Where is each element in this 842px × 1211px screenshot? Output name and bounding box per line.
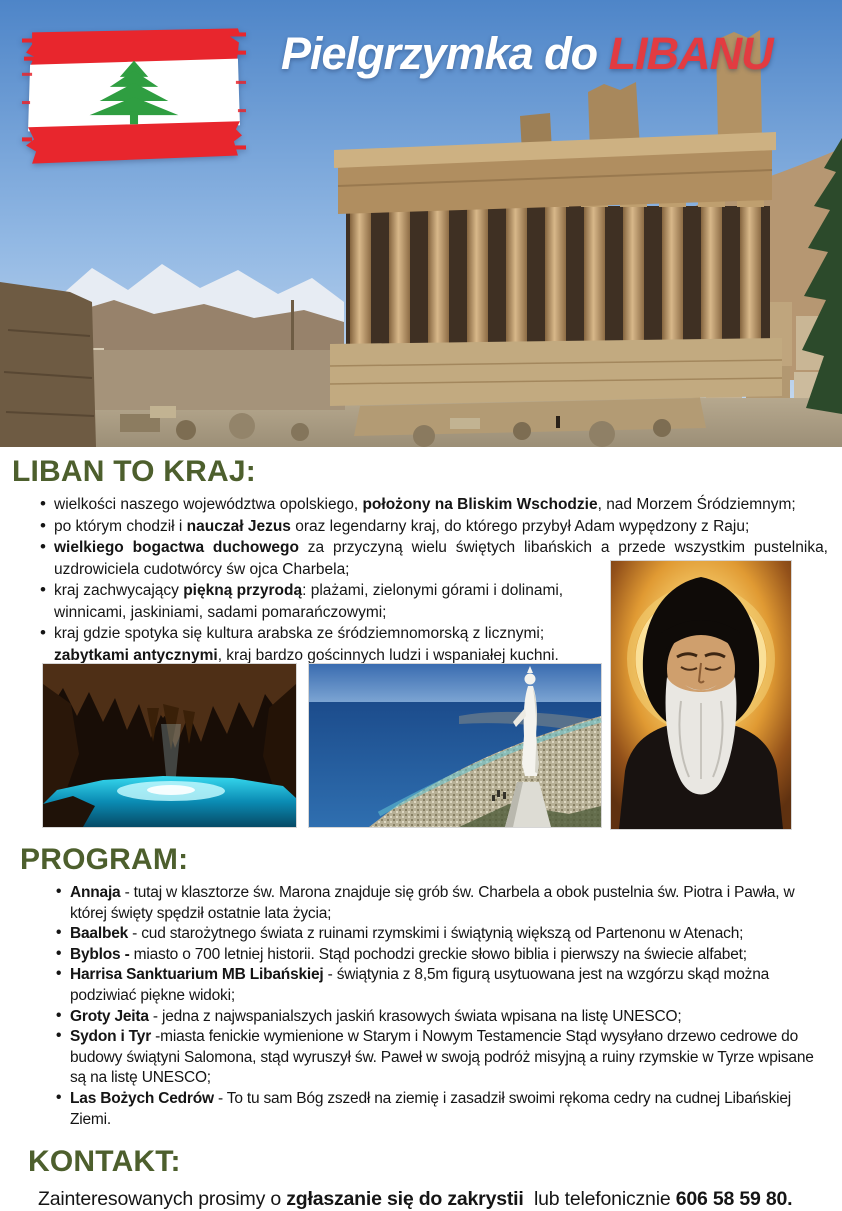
list-item (40, 623, 602, 666)
text-segment: Byblos - (70, 945, 130, 963)
text-segment: - cud starożytnego świata z ruinami rzymskimi i świątynią większą od Partenonu w Atenach; (128, 925, 744, 943)
section-program (0, 826, 842, 1130)
text-segment: kraj gdzie spotyka się kultura arabska ze śródziemnomorską z licznymi; (54, 625, 545, 642)
list-item (56, 924, 832, 945)
text-segment: wielkiego bogactwa duchowego (54, 539, 299, 556)
text-segment: kraj zachwycający (54, 582, 184, 599)
harissa-statue-photo (308, 663, 602, 828)
text-segment: : plażami, zielonymi górami i dolinami, winnicami, jaskiniami, sadami pomarańczowymi; (54, 582, 564, 621)
kontakt-heading: KONTAKT: (28, 1145, 181, 1179)
list-item (56, 965, 832, 1006)
text-segment: Annaja (70, 884, 121, 901)
lebanon-flag-icon (22, 20, 246, 172)
text-segment: za przyczyną wielu świętych libańskich a przede wszystkim pustelnika, uzdrowiciela cudotwórcy św ojca Charbela; (54, 539, 828, 578)
text-segment: wielkości naszego województwa opolskiego, (54, 496, 363, 513)
text-segment: Groty Jeita (70, 1007, 149, 1025)
program-bullet-list (0, 883, 842, 1130)
text-segment: zabytkami antycznymi (54, 646, 218, 664)
text-segment: - świątynia z 8,5m figurą usytuowana jest na wzgórzu skąd można podziwiać piękne widoki; (70, 966, 770, 1004)
photo-row (42, 663, 602, 828)
text-segment: , nad Morzem Śródziemnym; (597, 496, 796, 513)
text-segment: nauczał Jezus (186, 517, 291, 535)
text-segment: Baalbek (70, 925, 129, 943)
hero-section (0, 0, 842, 447)
text-segment: piękną przyrodą (183, 582, 303, 599)
section-liban (0, 447, 842, 826)
page-title (281, 28, 773, 80)
list-item (56, 1007, 832, 1028)
text-segment: Las Bożych Cedrów (70, 1089, 214, 1107)
program-heading: PROGRAM: (20, 843, 189, 876)
text-segment: , kraj bardzo gościnnych ludzi i wspaniałej kuchni. (217, 646, 559, 664)
text-segment: - jedna z najwspanialszych jaskiń krasowych świata wpisana na listę UNESCO; (148, 1007, 682, 1025)
text-segment: oraz legendarny kraj, do którego przybył Adam wypędzony z Raju; (290, 517, 750, 535)
list-item (56, 883, 832, 924)
liban-heading: LIBAN TO KRAJ: (12, 455, 256, 488)
text-segment: -miasta fenickie wymienione w Starym i Nowym Testamencie Stąd wysyłano drzewo cedrowe do budowy świątyni Salomona, stąd wyruszył św. Paweł w swoją podróż misyjną a ruiny rzymskie w Tyrze wpisane są na listę UNESCO; (70, 1028, 814, 1087)
text-segment: - tutaj w klasztorze św. Marona znajduje się grób św. Charbela a obok pustelnia św. Piotra i Pawła, w której święty spędził ostatnie lata życia; (70, 884, 795, 922)
saint-charbel-portrait (610, 560, 792, 830)
text-segment: położony na Bliskim Wschodzie (362, 496, 598, 513)
text-segment: miasto o 700 letniej historii. Stąd pochodzi greckie słowo biblia i pierwszy na świecie alfabet; (129, 945, 747, 963)
saint-charbel-image (611, 561, 791, 829)
title-highlight: LIBANU (608, 28, 773, 79)
text-segment: zgłaszanie się do zakrystii (286, 1188, 524, 1211)
list-item (56, 1089, 832, 1130)
contact-line (38, 1188, 842, 1211)
list-item (56, 1027, 832, 1089)
text-segment: lub telefonicznie (523, 1188, 676, 1211)
jeita-grotto-photo (42, 663, 297, 828)
text-segment: 606 58 59 80. (675, 1188, 793, 1211)
list-item (40, 516, 828, 538)
title-white: Pielgrzymka do (281, 28, 609, 79)
text-segment: po którym chodził i (54, 517, 187, 535)
text-segment: - To tu sam Bóg zszedł na ziemię i zasadził swoimi rękoma cedry na cudnej Libańskiej Ziemi. (70, 1089, 792, 1128)
text-segment: Harrisa Sanktuarium MB Libańskiej (70, 966, 324, 984)
coast-statue-image (309, 664, 601, 827)
list-item (56, 945, 832, 966)
section-kontakt (0, 1130, 842, 1211)
list-item (40, 580, 602, 623)
cave-image (43, 664, 296, 827)
text-segment: Sydon i Tyr (70, 1028, 152, 1046)
text-segment: Zainteresowanych prosimy o (38, 1188, 287, 1211)
list-item (40, 494, 828, 516)
